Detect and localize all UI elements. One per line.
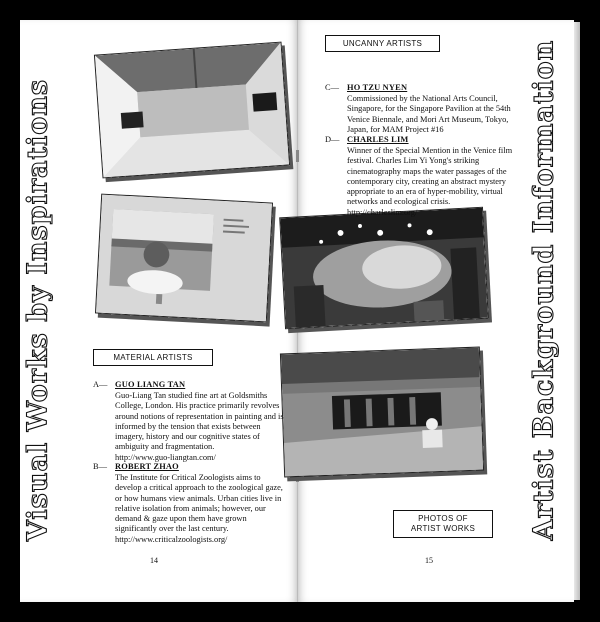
entry-marker: D— <box>325 135 340 144</box>
photo-smoky-interior <box>279 207 489 330</box>
artist-entry-robert-zhao <box>93 462 289 546</box>
photo-tunnel-figure <box>280 347 484 478</box>
entry-marker: A— <box>93 380 108 389</box>
uncanny-artists-label: UNCANNY ARTISTS <box>325 35 440 52</box>
artist-name: CHARLES LIM <box>347 135 409 144</box>
page-number-right: 15 <box>425 556 433 565</box>
photos-label-line1: PHOTOS OF <box>418 514 468 523</box>
artist-description: Guo-Liang Tan studied fine art at Goldsmiths College, London. His practice primarily revolves around notions of representation in painting and is informed by the tension that exists between imagery, history and our cognitive states of ambiguity and fragmentation. <box>115 391 284 452</box>
photos-label-line2: ARTIST WORKS <box>410 524 476 533</box>
page-number-left: 14 <box>150 556 158 565</box>
photo-portrait-man <box>95 194 273 323</box>
page-edge <box>574 22 580 600</box>
artist-url: http://www.guo-liangtan.com/ <box>115 453 216 463</box>
entry-marker: C— <box>325 83 339 92</box>
artist-description: Winner of the Special Mention in the Venice film festival. Charles Lim Yi Yong's striking cinematography maps the water passages of the contemporary city, creating an abstract mystery appropriate to an era of hyper-mobility, virtual networks and ecological crisis. <box>347 146 513 207</box>
binding-staple <box>296 150 299 162</box>
material-artists-label: MATERIAL ARTISTS <box>93 349 213 366</box>
artist-entry-guo-liang-tan <box>93 380 289 464</box>
artist-name: ROBERT ZHAO <box>115 462 179 471</box>
artist-description: Commissioned by the National Arts Council, Singapore, for the Singapore Pavilion at the 54th Venice Biennale, and Mori Art Museum, Tokyo, Japan, for MAM Project #16 <box>347 94 511 134</box>
artist-description: The Institute for Critical Zoologists aims to develop a critical approach to the zoological gaze, or how humans view animals. Urban cities live in relative isolation from animals; however, our demand & gaze upon them have grown significantly over the last century. <box>115 473 283 534</box>
artist-entry-charles-lim <box>325 135 515 219</box>
artist-url: http://www.criticalzoologists.org/ <box>115 535 228 545</box>
right-side-title: Artist Background Information <box>528 39 560 541</box>
artist-entry-ho-tzu-nyen <box>325 83 515 135</box>
photos-of-artist-works-label <box>393 510 493 538</box>
photo-gallery-installation <box>94 42 290 179</box>
artist-name: GUO LIANG TAN <box>115 380 186 389</box>
artist-name: HO TZU NYEN <box>347 83 408 92</box>
entry-marker: B— <box>93 462 107 471</box>
artist-url: http://charleslim.org/ <box>347 208 418 218</box>
left-side-title: Visual Works by Inspirations <box>22 78 54 542</box>
